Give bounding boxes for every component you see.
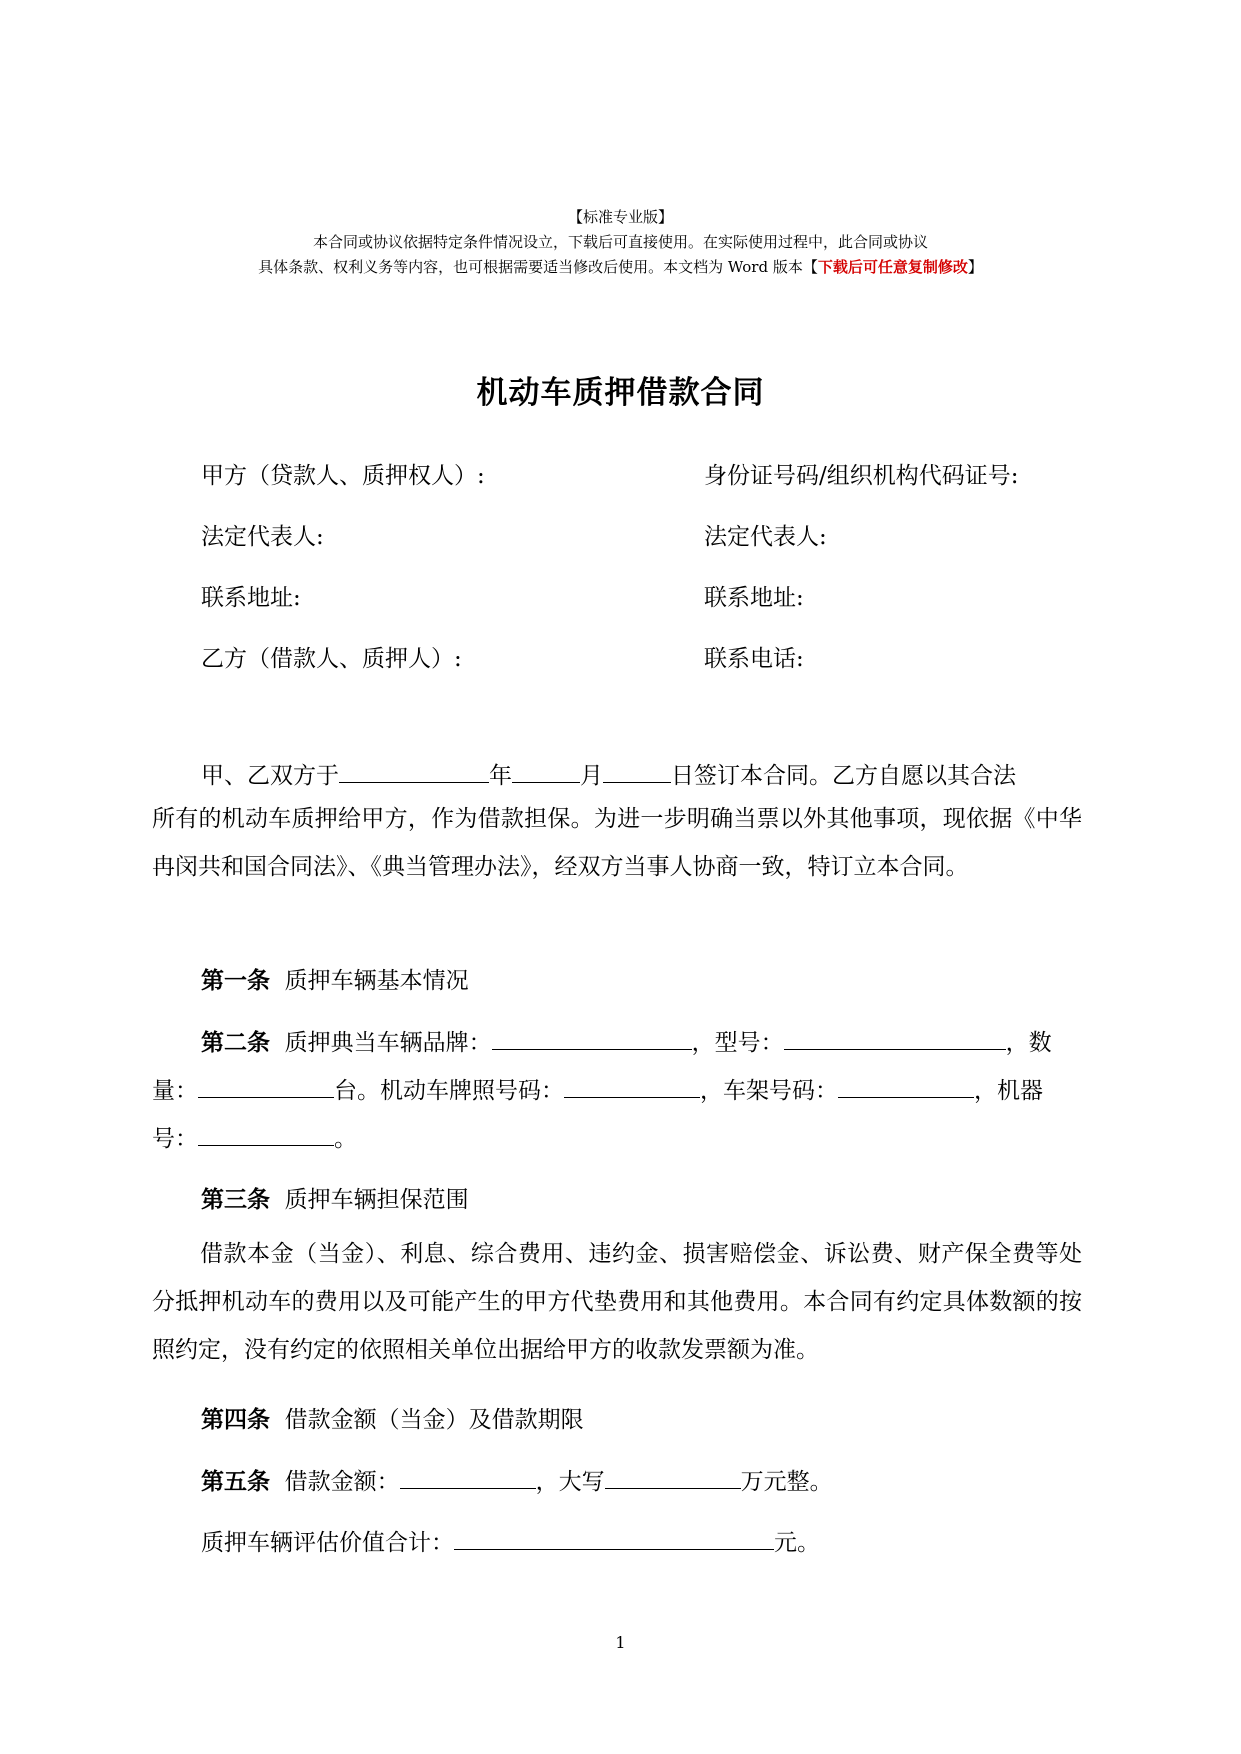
article-2-end: 。 [334, 1126, 357, 1152]
header-line-1: 【标准专业版】 [567, 208, 673, 226]
party-b-legal-rep-label: 法定代表人: [704, 524, 827, 550]
article-3-body: 借款本金（当金）、利息、综合费用、违约金、损害赔偿金、诉讼费、财产保全费等处分抵押机动车的费用以及可能产生的甲方代垫费用和其他费用。本合同有约定具体数额的按照约定，没有约定的依照相关单位出据给甲方的收款发票额为准。 [152, 1241, 1082, 1363]
party-a-legal-rep-label: 法定代表人: [201, 524, 324, 550]
valuation-blank[interactable] [454, 1527, 774, 1550]
article-5-label: 第五条 [201, 1468, 270, 1495]
header-line-3-prefix: 具体条款、权利义务等内容，也可根据需要适当修改后使用。本文档为 Word 版本【 [258, 258, 818, 276]
party-b-label: 乙方（借款人、质押人）: [201, 646, 462, 672]
party-a-label: 甲方（贷款人、质押权人）: [201, 463, 485, 489]
intro-day-rest: 日签订本合同。乙方自愿以其合法 [671, 763, 1016, 789]
article-4-text: 借款金额（当金）及借款期限 [284, 1407, 584, 1433]
quantity-label-part: ，数 [1005, 1030, 1052, 1056]
engine-label-part: ，机器 [974, 1078, 1043, 1104]
loan-amount-blank[interactable] [400, 1466, 536, 1489]
brand-label: 质押典当车辆品牌： [284, 1030, 492, 1056]
intro-paragraph: 所有的机动车质押给甲方，作为借款担保。为进一步明确当票以外其他事项，现依据《中华冉闵共和国合同法》、《典当管理办法》，经双方当事人协商一致，特订立本合同。 [152, 806, 1082, 880]
model-label: ，型号： [691, 1030, 784, 1056]
article-4 [201, 1401, 584, 1434]
party-b-address-label: 联系地址: [704, 585, 804, 611]
article-3-text: 质押车辆担保范围 [284, 1187, 469, 1213]
article-2-line-2 [152, 1072, 1043, 1105]
amount-words-blank[interactable] [605, 1466, 741, 1489]
article-2-line-1 [201, 1024, 1052, 1057]
article-5 [201, 1463, 833, 1496]
intro-year: 年 [489, 763, 512, 789]
intro-first-line [201, 757, 1016, 790]
day-blank[interactable] [603, 760, 671, 783]
month-blank[interactable] [512, 760, 580, 783]
quantity-blank[interactable] [198, 1075, 334, 1098]
article-4-label: 第四条 [201, 1406, 270, 1433]
article-3-label: 第三条 [201, 1186, 270, 1213]
document-title: 机动车质押借款合同 [476, 375, 765, 411]
valuation-unit: 元。 [774, 1530, 820, 1556]
engine-label: 号： [152, 1126, 198, 1152]
vin-label: ，车架号码： [700, 1078, 838, 1104]
plate-blank[interactable] [564, 1075, 700, 1098]
plate-label: 台。机动车牌照号码： [334, 1078, 564, 1104]
header-line-3-suffix: 】 [967, 258, 983, 276]
page-number: 1 [615, 1633, 626, 1652]
vin-blank[interactable] [838, 1075, 974, 1098]
phone-label: 联系电话: [704, 646, 804, 672]
header-line-3 [0, 255, 1241, 280]
intro-month: 月 [580, 763, 603, 789]
document-header [0, 205, 1241, 280]
valuation-line [201, 1524, 820, 1557]
brand-blank[interactable] [492, 1027, 692, 1050]
quantity-label: 量： [152, 1078, 198, 1104]
header-line-2: 本合同或协议依据特定条件情况设立，下载后可直接使用。在实际使用过程中，此合同或协议 [312, 233, 928, 251]
article-1-label: 第一条 [201, 967, 270, 994]
engine-blank[interactable] [198, 1123, 334, 1146]
article-2-line-3 [152, 1120, 357, 1153]
intro-text-start: 甲、乙双方于 [201, 763, 339, 789]
article-2-label: 第二条 [201, 1029, 270, 1056]
party-a-address-label: 联系地址: [201, 585, 301, 611]
loan-amount-label: 借款金额： [284, 1469, 400, 1495]
header-download-note: 下载后可任意复制修改 [817, 258, 968, 276]
amount-words-label: ，大写 [535, 1469, 605, 1495]
amount-unit: 万元整。 [740, 1469, 833, 1495]
article-1 [201, 962, 469, 995]
model-blank[interactable] [784, 1027, 1006, 1050]
article-1-text: 质押车辆基本情况 [284, 968, 469, 994]
year-blank[interactable] [339, 760, 489, 783]
valuation-label: 质押车辆评估价值合计： [201, 1530, 454, 1556]
id-number-label: 身份证号码/组织机构代码证号: [704, 463, 1019, 489]
article-3 [201, 1181, 469, 1214]
